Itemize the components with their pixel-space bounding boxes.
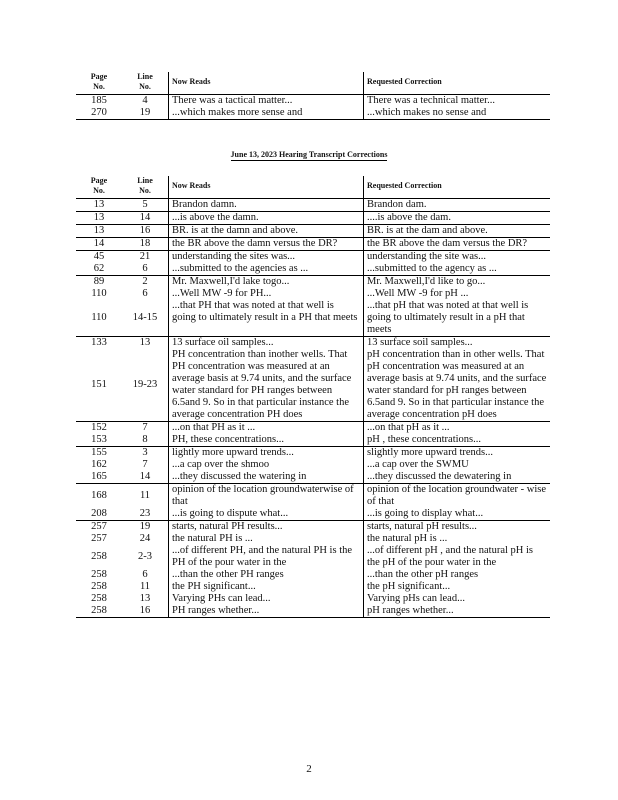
table-row [76,349,550,422]
table-row [76,484,550,509]
table-row [76,521,550,534]
line-no-cell: 18 [122,238,169,251]
table-row [76,593,550,605]
line-no-cell: 11 [139,581,151,592]
requested-correction-cell: ...a cap over the SWMU [367,459,469,470]
line-no-cell: 7 [142,422,148,433]
now-reads-cell: PH, these concentrations... [169,434,364,447]
requested-correction-cell: opinion of the location groundwater - wise of that [367,484,547,507]
requested-correction-cell: slightly more upward trends... [367,447,493,458]
table-row [76,288,550,300]
line-no-cell: 2 [142,276,148,287]
line-no-cell: 21 [139,251,151,262]
now-reads-cell: Varying PHs can lead... [169,593,364,605]
table-row [76,107,550,120]
line-no-cell: 14-15 [122,300,169,337]
now-reads-cell: ...a cap over the shmoo [169,459,364,471]
table-row [76,225,550,238]
now-reads-cell: ...they discussed the watering in [169,471,364,484]
table-row [76,337,550,350]
requested-correction-cell: ...Well MW -9 for pH ... [367,288,469,299]
page-no-cell: 258 [91,581,107,592]
line-no-cell: 2-3 [138,551,152,562]
now-reads-cell: ...which makes more sense and [169,107,364,120]
requested-correction-cell: ...that pH that was noted at that well is going to ultimately result in a pH that meets [364,300,551,337]
page-no-cell: 110 [91,288,107,299]
line-no-cell: 4 [142,95,148,106]
line-no-cell: 14 [122,212,169,225]
line-no-cell: 23 [122,508,169,521]
table-row [76,276,550,289]
page-no-cell: 257 [91,533,107,544]
section-title: June 13, 2023 Hearing Transcript Corrections [230,150,388,159]
requested-correction-cell: the pH significant... [367,581,451,592]
page-no-cell: 168 [91,490,107,501]
page-no-cell: 258 [91,569,107,580]
page-no-cell: 151 [76,349,122,422]
now-reads-cell: ...submitted to the agencies as ... [169,263,364,276]
requested-correction-cell: pH ranges whether... [364,605,551,618]
page-no-cell: 162 [91,459,107,470]
now-reads-header: Now Reads [169,72,364,95]
page-number: 2 [306,763,312,775]
now-reads-cell: PH concentration than inother wells. That PH concentration was measured at an average basis at 9.74 units, and the surface water standard for PH ranges between 6.5and 9. So in that particular instance the average concentration PH does [169,349,364,422]
now-reads-cell: opinion of the location groundwaterwise of that [169,484,364,509]
page-no-cell: 155 [91,447,107,458]
page-no-cell: 153 [76,434,122,447]
now-reads-cell: starts, natural PH results... [169,521,364,534]
now-reads-cell: Mr. Maxwell,I'd lake togo... [169,276,364,289]
requested-correction-cell: 13 surface soil samples... [367,337,473,348]
table-row [76,434,550,447]
table-row [76,95,550,108]
line-no-cell: 19-23 [122,349,169,422]
page-no-header: Page No. [76,176,122,199]
line-no-cell: 11 [139,490,151,501]
requested-correction-cell: ...submitted to the agency as ... [364,263,551,276]
line-no-cell: 19 [139,521,151,532]
page-no-header: Page No. [76,72,122,95]
line-no-cell: 13 [139,337,151,348]
now-reads-cell: ...than the other PH ranges [169,569,364,581]
now-reads-cell: ...that PH that was noted at that well is going to ultimately result in a PH that meets [169,300,364,337]
table-row [76,263,550,276]
requested-correction-cell: starts, natural pH results... [367,521,477,532]
now-reads-header: Now Reads [169,176,364,199]
requested-correction-cell: ...on that pH as it ... [367,422,450,433]
line-no-cell: 16 [122,225,169,238]
line-no-header: Line No. [122,72,169,95]
now-reads-cell: ...is going to dispute what... [169,508,364,521]
page-no-cell: 270 [76,107,122,120]
now-reads-cell: the PH significant... [169,581,364,593]
table-row [76,199,550,212]
table-row [76,238,550,251]
now-reads-cell: ...is above the damn. [169,212,364,225]
requested-correction-cell: ...of different pH , and the natural pH is the pH of the pour water in the [367,545,534,568]
now-reads-cell: lightly more upward trends... [169,447,364,460]
requested-correction-cell: BR. is at the dam and above. [364,225,551,238]
page-no-cell: 133 [91,337,107,348]
table-row [76,508,550,521]
corrections-table-1 [76,72,550,120]
requested-correction-cell: There was a technical matter... [367,95,495,106]
line-no-cell: 6 [142,569,148,580]
requested-correction-cell: the natural pH is ... [367,533,448,544]
page-no-cell: 62 [76,263,122,276]
requested-correction-cell: ....is above the dam. [364,212,551,225]
requested-correction-header: Requested Correction [364,72,551,95]
table-row [76,422,550,435]
requested-correction-cell: ...than the other pH ranges [367,569,479,580]
requested-correction-cell: Brandon dam. [364,199,551,212]
requested-correction-cell: ...is going to display what... [364,508,551,521]
requested-correction-cell: the BR above the dam versus the DR? [364,238,551,251]
now-reads-cell: ...Well MW -9 for PH... [169,288,364,300]
line-no-cell: 8 [122,434,169,447]
requested-correction-cell: Varying pHs can lead... [367,593,465,604]
page-no-cell: 14 [76,238,122,251]
page-no-cell: 258 [91,593,107,604]
page-no-cell: 110 [76,300,122,337]
corrections-table-2 [76,176,550,618]
line-no-header: Line No. [122,176,169,199]
line-no-cell: 5 [122,199,169,212]
table-row [76,569,550,581]
now-reads-cell: understanding the sites was... [169,251,364,264]
requested-correction-cell: pH , these concentrations... [364,434,551,447]
page-no-cell: 45 [93,251,105,262]
now-reads-cell: ...on that PH as it ... [169,422,364,435]
page-no-cell: 13 [76,199,122,212]
now-reads-cell: ...of different PH, and the natural PH is the PH of the pour water in the [169,545,364,569]
table-row [76,300,550,337]
line-no-cell: 3 [142,447,148,458]
page-no-cell: 165 [76,471,122,484]
page-no-cell: 152 [91,422,107,433]
line-no-cell: 6 [142,288,148,299]
table-row [76,447,550,460]
page-no-cell: 258 [76,605,122,618]
requested-correction-cell: understanding the site was... [367,251,486,262]
table-row [76,212,550,225]
table-row [76,545,550,569]
requested-correction-header: Requested Correction [364,176,551,199]
line-no-cell: 14 [122,471,169,484]
now-reads-cell: the natural PH is ... [169,533,364,545]
page-no-cell: 13 [76,212,122,225]
table-row [76,605,550,618]
page-no-cell: 258 [91,551,107,562]
now-reads-cell: There was a tactical matter... [169,95,364,108]
table-row [76,533,550,545]
page-no-cell: 13 [76,225,122,238]
line-no-cell: 24 [139,533,151,544]
page-no-cell: 185 [91,95,107,106]
now-reads-cell: PH ranges whether... [169,605,364,618]
line-no-cell: 16 [122,605,169,618]
line-no-cell: 13 [139,593,151,604]
line-no-cell: 7 [142,459,148,470]
line-no-cell: 19 [122,107,169,120]
line-no-cell: 6 [122,263,169,276]
now-reads-cell: Brandon damn. [169,199,364,212]
table-row [76,459,550,471]
now-reads-cell: the BR above the damn versus the DR? [169,238,364,251]
requested-correction-cell: pH concentration than in other wells. That pH concentration was measured at an average basis at 9.74 units, and the surface water standard for pH ranges between 6.5and 9. So in that particular instance the average concentration pH does [364,349,551,422]
requested-correction-cell: ...which makes no sense and [364,107,551,120]
page-no-cell: 257 [91,521,107,532]
page-no-cell: 89 [93,276,105,287]
table-row [76,581,550,593]
now-reads-cell: 13 surface oil samples... [169,337,364,350]
table-row [76,471,550,484]
requested-correction-cell: Mr. Maxwell,I'd like to go... [367,276,486,287]
now-reads-cell: BR. is at the damn and above. [169,225,364,238]
table-row [76,251,550,264]
requested-correction-cell: ...they discussed the dewatering in [364,471,551,484]
page-no-cell: 208 [76,508,122,521]
